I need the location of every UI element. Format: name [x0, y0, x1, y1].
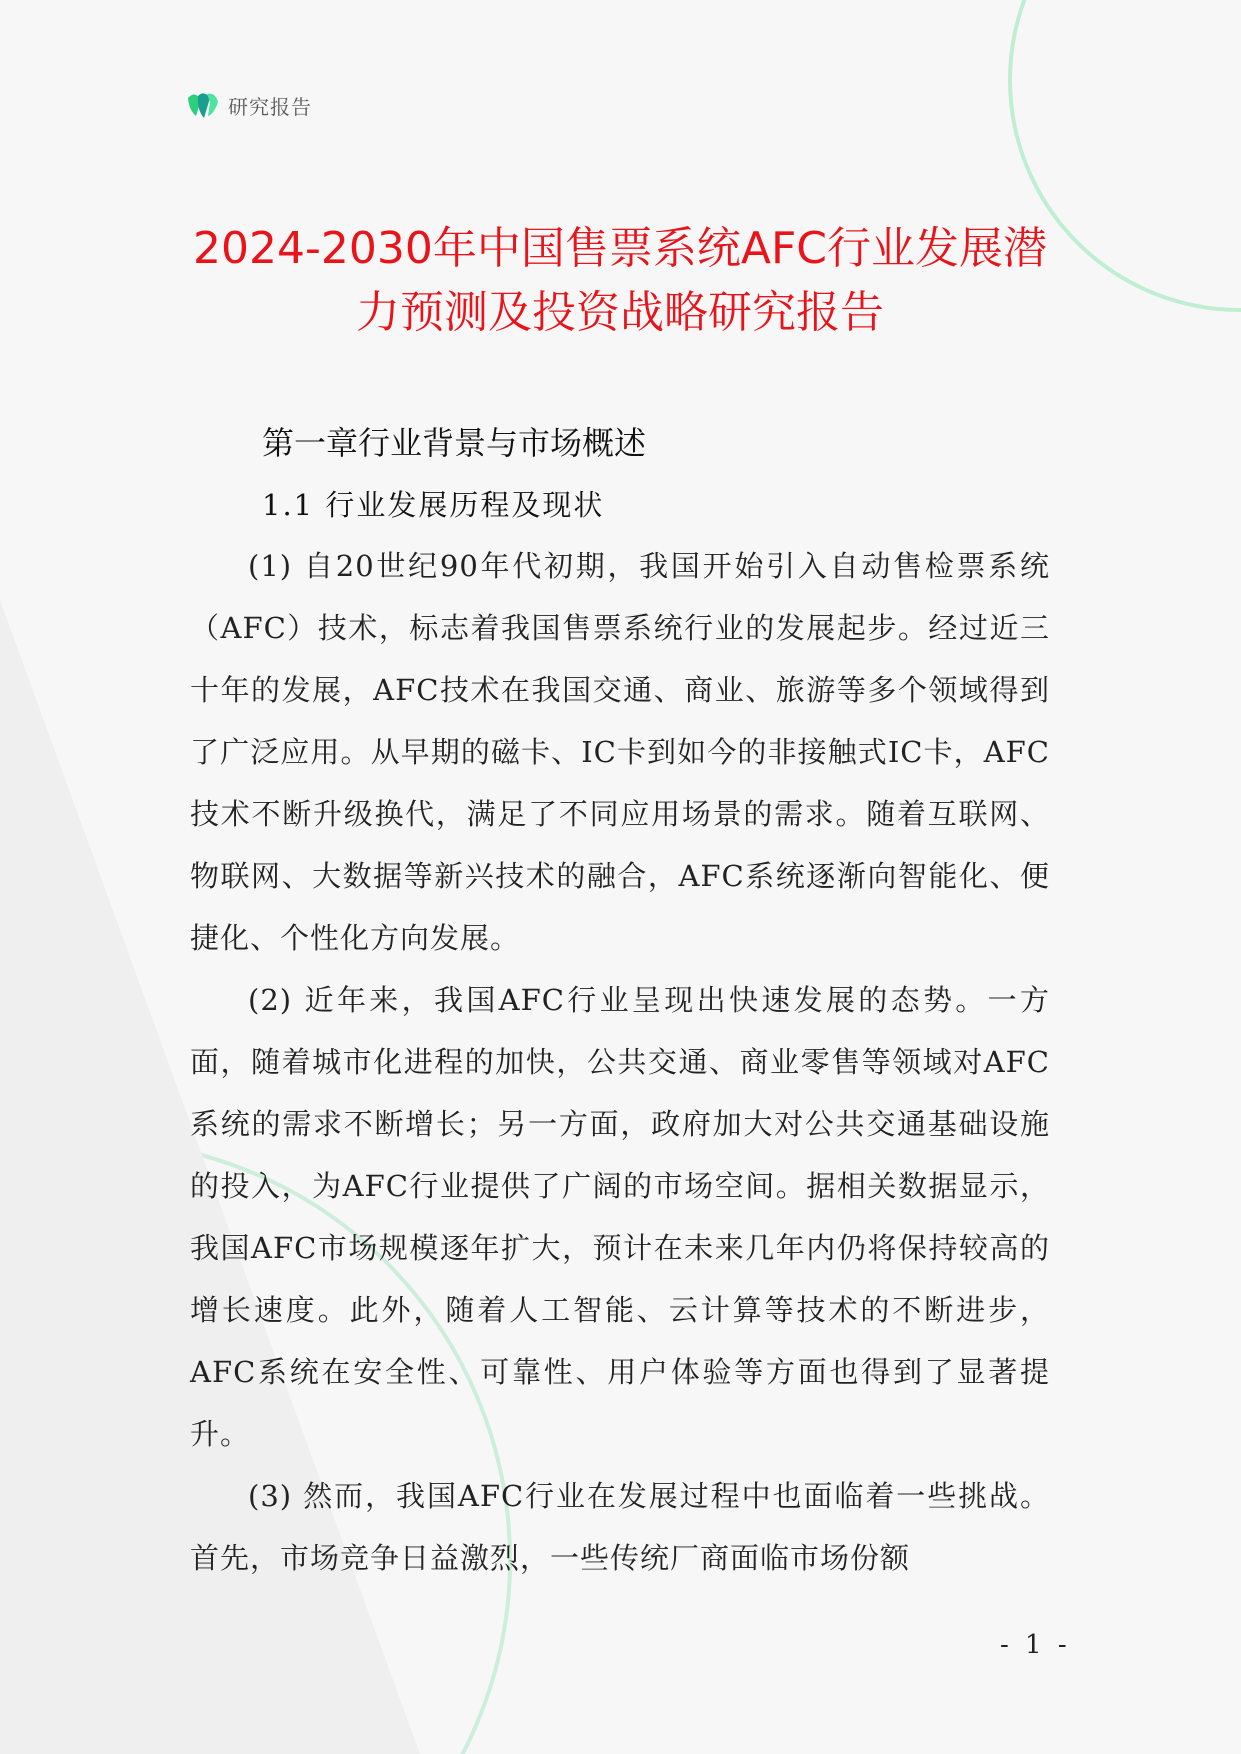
page-number: - 1 -	[1000, 1630, 1071, 1660]
title-line-2: 力预测及投资战略研究报告	[356, 287, 884, 338]
brand-header	[186, 88, 312, 122]
section-heading: 1.1 行业发展历程及现状	[262, 488, 605, 522]
paragraph-1: (1) 自20世纪90年代初期，我国开始引入自动售检票系统（AFC）技术，标志着我国售票系统行业的发展起步。经过近三十年的发展，AFC技术在我国交通、商业、旅游等多个领域得到了广泛应用。从早期的磁卡、IC卡到如今的非接触式IC卡，AFC技术不断升级换代，满足了不同应用场景的需求。随着互联网、物联网、大数据等新兴技术的融合，AFC系统逐渐向智能化、便捷化、个性化方向发展。	[190, 549, 1050, 955]
paragraph-3: (3) 然而，我国AFC行业在发展过程中也面临着一些挑战。首先，市场竞争日益激烈，一些传统厂商面临市场份额	[190, 1479, 1050, 1575]
chapter-heading: 第一章行业背景与市场概述	[262, 424, 647, 462]
page-title	[150, 217, 1090, 345]
body-text	[190, 535, 1050, 1589]
brand-logo-icon	[186, 88, 220, 122]
title-line-1: 2024-2030年中国售票系统AFC行业发展潜	[193, 223, 1047, 274]
paragraph-2: (2) 近年来，我国AFC行业呈现出快速发展的态势。一方面，随着城市化进程的加快，公共交通、商业零售等领域对AFC系统的需求不断增长；另一方面，政府加大对公共交通基础设施的投入，为AFC行业提供了广阔的市场空间。据相关数据显示，我国AFC市场规模逐年扩大，预计在未来几年内仍将保持较高的增长速度。此外，随着人工智能、云计算等技术的不断进步，AFC系统在安全性、可靠性、用户体验等方面也得到了显著提升。	[190, 983, 1050, 1451]
brand-label: 研究报告	[228, 94, 312, 119]
